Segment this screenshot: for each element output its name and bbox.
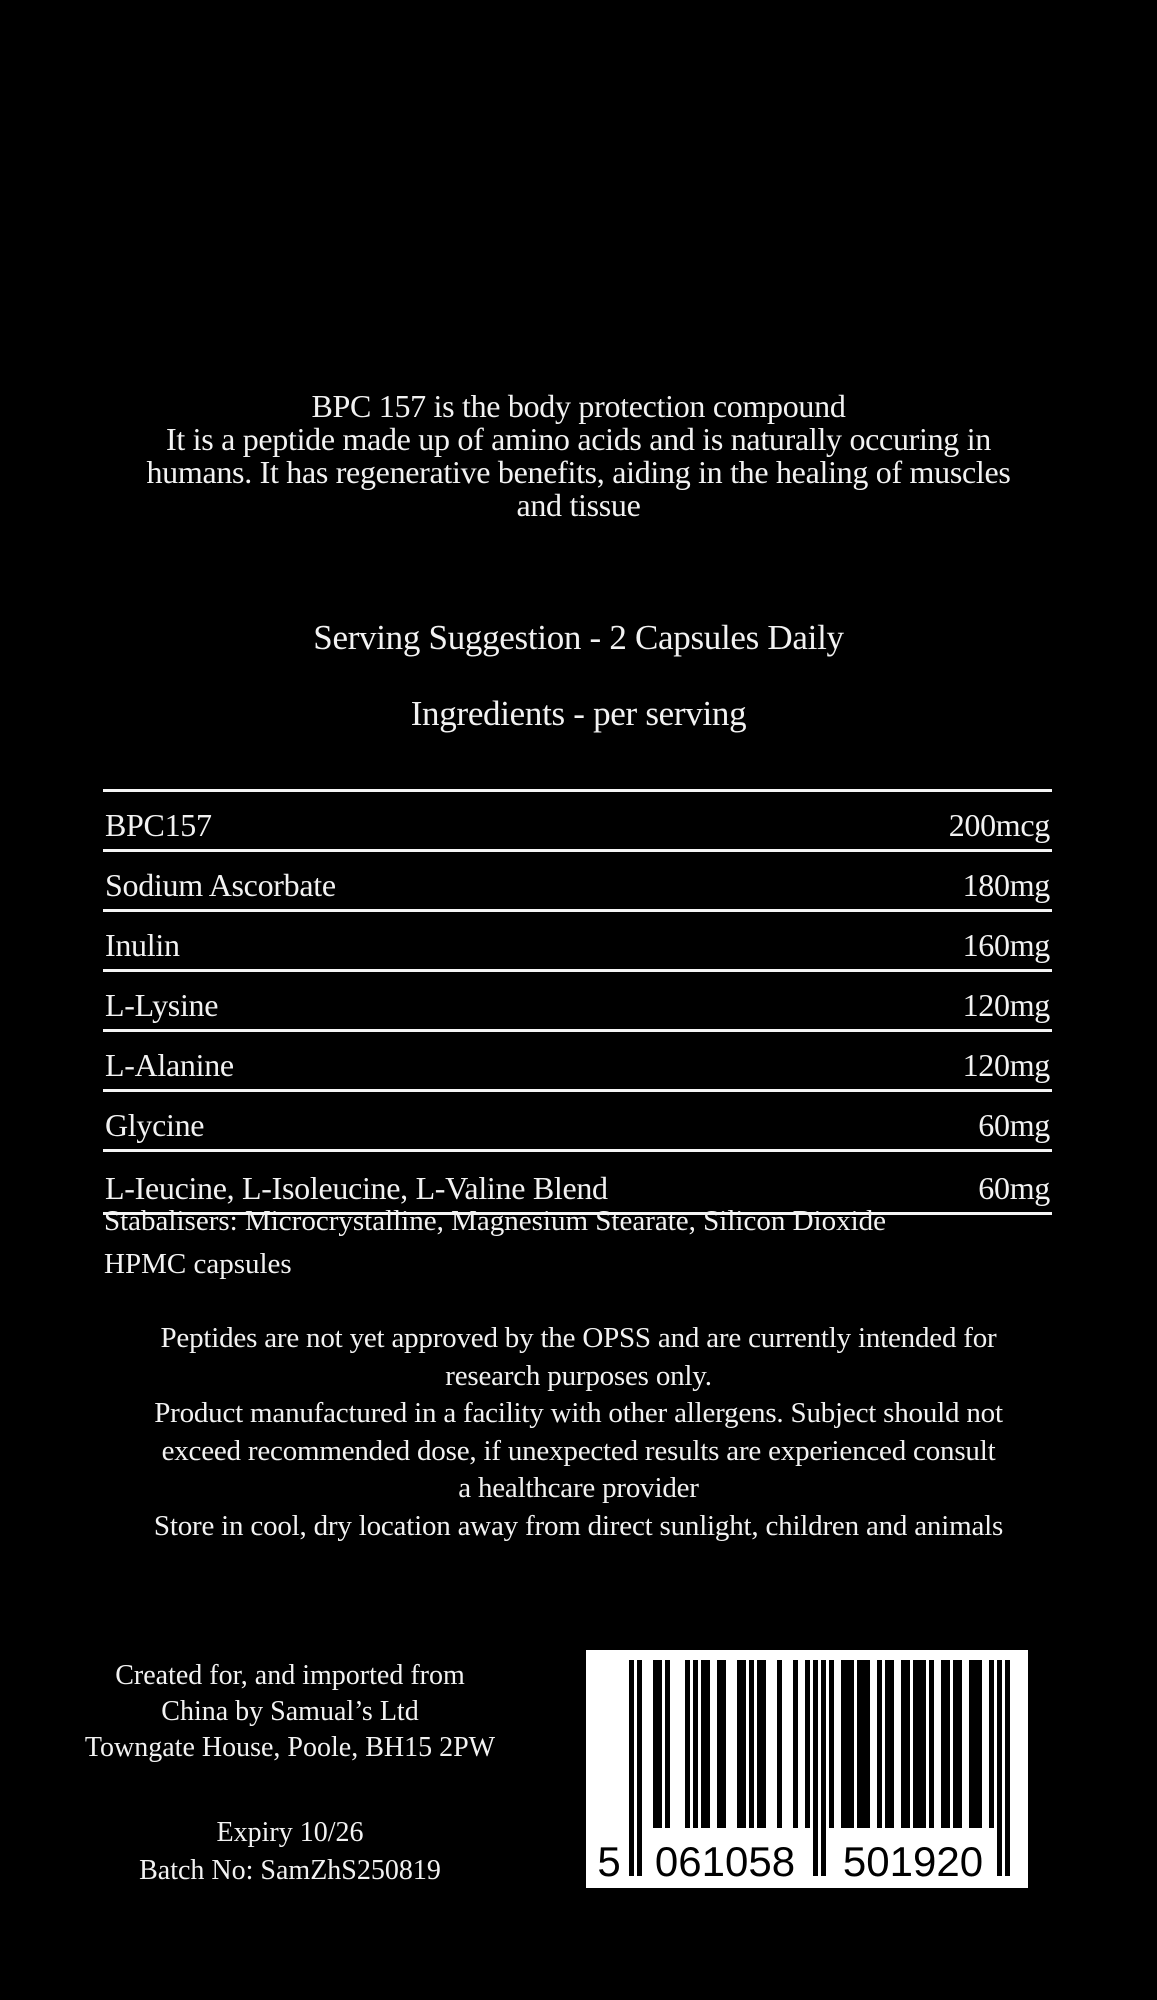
barcode-bar: [685, 1660, 690, 1828]
barcode-bar: [989, 1660, 994, 1828]
barcode-digit-first: 5: [597, 1838, 621, 1885]
barcode-bar: [793, 1660, 798, 1828]
barcode-digits-left: 061058: [654, 1838, 796, 1885]
serving-suggestion-heading: Serving Suggestion - 2 Capsules Daily: [313, 618, 844, 657]
stabilisers-block: [104, 1200, 886, 1286]
ingredient-name: L-Lysine: [105, 987, 219, 1023]
ingredient-amount: 180mg: [962, 867, 1050, 903]
barcode-bar: [977, 1660, 982, 1828]
disclaimer-line: exceed recommended dose, if unexpected results are experienced consult: [161, 1434, 996, 1467]
ingredient-name: BPC157: [105, 807, 212, 843]
barcode-bar: [657, 1660, 662, 1828]
disclaimer-block: [0, 1320, 1157, 1545]
barcode-bar: [741, 1660, 746, 1828]
ingredient-amount: 120mg: [962, 1047, 1050, 1083]
ingredient-amount: 200mcg: [948, 807, 1050, 843]
disclaimer-line: Product manufactured in a facility with other allergens. Subject should not: [154, 1397, 1003, 1429]
barcode-digits-right: 501920: [842, 1838, 984, 1885]
intro-line: It is a peptide made up of amino acids and is naturally occuring in: [166, 421, 991, 457]
manufacturer-line: Created for, and imported from: [115, 1660, 465, 1691]
table-row: [103, 1092, 1052, 1152]
table-row: [103, 792, 1052, 852]
barcode-bar: [889, 1660, 894, 1828]
barcode-bar: [761, 1660, 766, 1828]
table-row: [103, 852, 1052, 912]
intro-line: BPC 157 is the body protection compound: [311, 388, 846, 424]
barcode-bar: [865, 1660, 870, 1828]
barcode-bar: [929, 1660, 934, 1828]
ingredient-amount: 60mg: [978, 1107, 1050, 1143]
manufacturer-line: China by Samual’s Ltd: [161, 1696, 419, 1727]
disclaimer-line: Store in cool, dry location away from direct sunlight, children and animals: [153, 1509, 1004, 1542]
barcode-bar: [997, 1660, 1002, 1876]
ingredient-amount: 120mg: [962, 987, 1050, 1023]
batch-info-block: [58, 1814, 522, 1890]
barcode-bar: [905, 1660, 910, 1828]
ingredient-name: L-Ieucine, L-Isoleucine, L-Valine Blend: [105, 1170, 608, 1206]
barcode-bar: [877, 1660, 882, 1828]
barcode-bar: [629, 1660, 634, 1876]
barcode-bar: [921, 1660, 926, 1828]
barcode-bar: [849, 1660, 854, 1828]
ingredient-name: Sodium Ascorbate: [105, 867, 336, 903]
ingredient-name: Glycine: [105, 1107, 205, 1143]
table-row: [103, 972, 1052, 1032]
intro-line: humans. It has regenerative benefits, aiding in the healing of muscles: [146, 454, 1011, 490]
expiry-date: Expiry 10/26: [216, 1817, 364, 1848]
stabilisers-line: Stabalisers: Microcrystalline, Magnesium Stearate, Silicon Dioxide: [104, 1205, 887, 1237]
barcode-bar: [665, 1660, 670, 1828]
barcode-bar: [721, 1660, 726, 1828]
barcode-bar: [813, 1660, 818, 1876]
barcode-bar: [805, 1660, 810, 1828]
barcode-bar: [705, 1660, 710, 1828]
ingredients-heading: Ingredients - per serving: [410, 694, 747, 733]
table-row: [103, 1032, 1052, 1092]
manufacturer-line: Towngate House, Poole, BH15 2PW: [84, 1732, 496, 1763]
intro-line: and tissue: [516, 487, 641, 523]
barcode-bar: [777, 1660, 782, 1828]
ingredient-amount: 160mg: [962, 927, 1050, 963]
ingredient-name: L-Alanine: [105, 1047, 234, 1083]
ingredients-table: [103, 789, 1052, 1215]
ingredient-amount: 60mg: [978, 1170, 1050, 1206]
disclaimer-line: research purposes only.: [445, 1359, 712, 1392]
intro-paragraph: [0, 390, 1157, 522]
manufacturer-address-block: [58, 1658, 522, 1766]
barcode-bar: [749, 1660, 754, 1828]
barcode-bar: [1005, 1660, 1010, 1876]
barcode-bar: [821, 1660, 826, 1876]
batch-number: Batch No: SamZhS250819: [139, 1855, 441, 1886]
barcode-bar: [957, 1660, 962, 1828]
disclaimer-line: Peptides are not yet approved by the OPSS and are currently intended for: [160, 1322, 997, 1354]
ean13-barcode: [586, 1650, 1028, 1888]
capsule-type-line: HPMC capsules: [104, 1248, 292, 1280]
barcode-bar: [829, 1660, 834, 1828]
table-row: [103, 912, 1052, 972]
barcode-bar: [693, 1660, 698, 1828]
ingredient-name: Inulin: [105, 927, 180, 963]
disclaimer-line: a healthcare provider: [458, 1472, 699, 1504]
barcode-bar: [945, 1660, 950, 1828]
